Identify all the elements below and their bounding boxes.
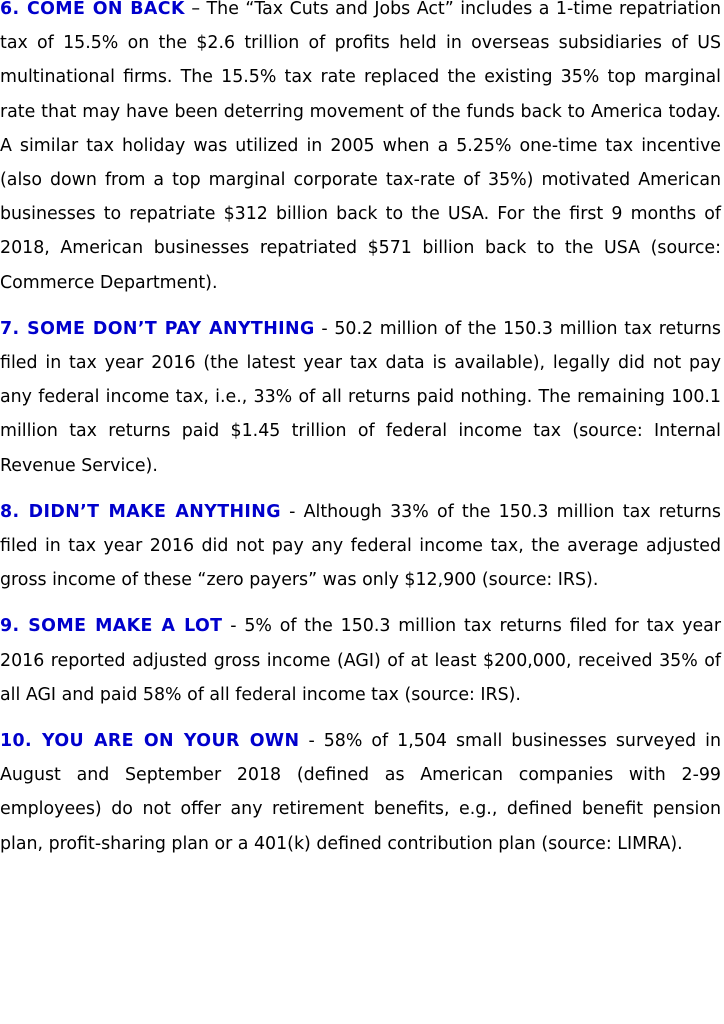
item-8-body: Although 33% of the 150.3 million tax returns filed in tax year 2016 did not pay any federal income tax, the average adjusted gross income of these “zero payers” was only $12,900 (source: IRS). bbox=[0, 501, 721, 591]
item-8-title: DIDN’T MAKE ANYTHING bbox=[28, 501, 281, 522]
item-8-separator: - bbox=[280, 501, 304, 522]
item-8 bbox=[0, 495, 721, 598]
item-10-number: 10. bbox=[0, 731, 33, 752]
item-7-heading bbox=[0, 319, 315, 339]
item-7 bbox=[0, 312, 721, 483]
item-6 bbox=[0, 0, 721, 300]
item-6-heading bbox=[0, 0, 185, 19]
item-10-title: YOU ARE ON YOUR OWN bbox=[41, 731, 300, 752]
item-7-title: SOME DON’T PAY ANYTHING bbox=[27, 318, 315, 339]
item-6-separator: – bbox=[184, 0, 207, 19]
item-8-number: 8. bbox=[0, 501, 20, 522]
item-9-title: SOME MAKE A LOT bbox=[28, 616, 223, 637]
item-6-number: 6. bbox=[0, 0, 20, 19]
item-6-body: The “Tax Cuts and Jobs Act” includes a 1-time repatriation tax of 15.5% on the $2.6 trillion of profits held in overseas subsidiaries of US multinational firms. The 15.5% tax rate replaced the existing 35% top marginal rate that may have been deterring movement of the funds back to America today. A similar tax holiday was utilized in 2005 when a 5.25% one-time tax incentive (also down from a top marginal corporate tax-rate of 35%) motivated American businesses to repatriate $312 billion back to the USA. For the first 9 months of 2018, American businesses repatriated $571 billion back to the USA (source: Commerce Department). bbox=[0, 0, 721, 293]
item-9-number: 9. bbox=[0, 616, 20, 637]
item-9-body: 5% of the 150.3 million tax returns filed for tax year 2016 reported adjusted gross income (AGI) of at least $200,000, received 35% of all AGI and paid 58% of all federal income tax (source: IRS). bbox=[0, 616, 721, 705]
item-9 bbox=[0, 609, 721, 712]
item-7-separator: - bbox=[314, 318, 335, 339]
item-8-heading bbox=[0, 502, 281, 522]
item-7-number: 7. bbox=[0, 318, 20, 339]
item-10-body: 58% of 1,504 small businesses surveyed in August and September 2018 (defined as American companies with 2-99 employees) do not offer any retirement benefits, e.g., defined benefit pension plan, profit-sharing plan or a 401(k) defined contribution plan (source: LIMRA). bbox=[0, 731, 721, 854]
item-9-heading bbox=[0, 616, 222, 636]
item-10 bbox=[0, 724, 721, 861]
item-9-separator: - bbox=[222, 616, 245, 637]
item-10-separator: - bbox=[299, 731, 324, 752]
item-6-title: COME ON BACK bbox=[26, 0, 185, 19]
item-7-body: 50.2 million of the 150.3 million tax returns filed in tax year 2016 (the latest year tax data is available), legally did not pay any federal income tax, i.e., 33% of all returns paid nothing. The remaining 100.1 million tax returns paid $1.45 trillion of federal income tax (source: Internal Revenue Service). bbox=[0, 318, 721, 476]
item-10-heading bbox=[0, 731, 299, 751]
